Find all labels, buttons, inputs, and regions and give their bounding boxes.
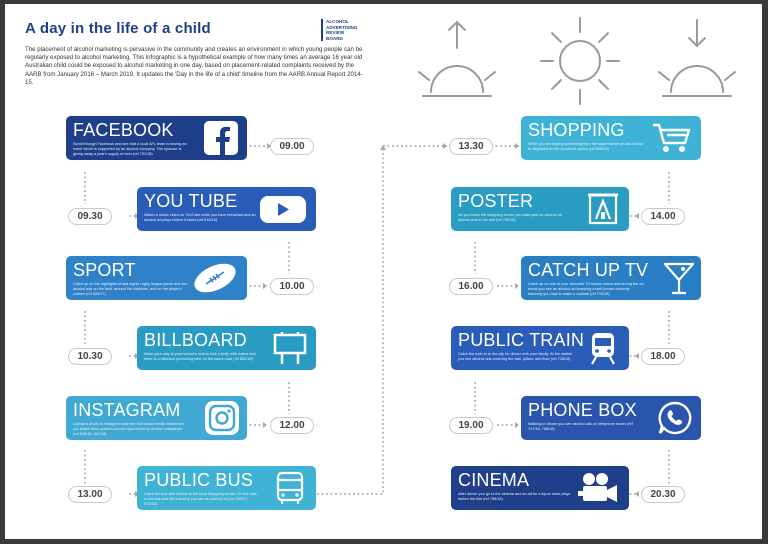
time-pill: 13.30 bbox=[449, 138, 493, 155]
film-camera-icon bbox=[577, 471, 621, 505]
poster-icon bbox=[585, 192, 621, 226]
event-description: Make your way to your school's oval to kick a footy with mates and there is a billboard promoting beer on the same road (ref 682/18) bbox=[144, 352, 256, 361]
event-description: Watch a music video on YouTube while you have breakfast and an alcohol ad plays before it starts (ref 516/18) bbox=[144, 213, 256, 222]
event-card-instagram bbox=[66, 396, 247, 440]
event-card-cinema bbox=[451, 466, 629, 510]
time-pill: 19.00 bbox=[449, 417, 493, 434]
event-description: Upload a photo to Instagram and see that social media influencers you follow have posted pictures sponsored by alcohol companies (ref 630/18, 367/18) bbox=[73, 422, 185, 436]
event-description: After dinner you go to the cinema and an ad for a liquor store plays before the film (ref 759/18) bbox=[458, 492, 571, 501]
event-description: Catch up on one of your favourite TV shows online and during the ad break you see an alcohol ad featuring a well-known celebrity teaching you how to make a cocktail (ref 715/18) bbox=[528, 282, 644, 296]
time-pill: 09.30 bbox=[68, 208, 112, 225]
event-card-phone-box bbox=[521, 396, 701, 440]
event-description: Catch up on the highlights of last nights rugby league game and see alcohol ads on the field, around the sidelines, and on the player's clothes (ref 626/17) bbox=[73, 282, 188, 296]
event-card-public-train bbox=[451, 326, 629, 370]
event-card-sport bbox=[66, 256, 247, 300]
event-card-billboard bbox=[137, 326, 316, 370]
event-card-catch-up-tv bbox=[521, 256, 701, 300]
event-card-poster bbox=[451, 187, 629, 231]
time-pill: 20.30 bbox=[641, 486, 685, 503]
time-pill: 18.00 bbox=[641, 348, 685, 365]
event-title: POSTER bbox=[458, 191, 534, 211]
time-pill: 12.00 bbox=[270, 417, 314, 434]
event-description: Catch the train in to the city for dinner with your family. At the station you see alcohol ads covering the wall, pillars, and floor (ref 728/18) bbox=[458, 352, 573, 361]
event-title: SPORT bbox=[73, 260, 136, 280]
event-card-public-bus bbox=[137, 466, 316, 510]
event-description: While you are buying something from the supermarket an alcohol ad is displayed on the checkout screen (ref 658/18) bbox=[528, 142, 643, 151]
event-title: INSTAGRAM bbox=[73, 400, 181, 420]
train-icon bbox=[585, 331, 621, 365]
event-title: PUBLIC TRAIN bbox=[458, 330, 585, 350]
event-card-facebook bbox=[66, 116, 247, 160]
event-description: Scroll through Facebook and see that a local AFL team is having an event which is supported by an alcohol company. The sponsor is giving away a year's supply of beer (ref 701/18) bbox=[73, 142, 187, 156]
event-title: YOU TUBE bbox=[144, 191, 238, 211]
time-pill: 09.00 bbox=[270, 138, 314, 155]
football-icon bbox=[191, 261, 239, 295]
event-title: PUBLIC BUS bbox=[144, 470, 254, 490]
event-title: CINEMA bbox=[458, 470, 530, 490]
page-title: A day in the life of a child bbox=[25, 20, 211, 37]
event-description: Walking to dinner you see alcohol ads on telephone boxes (ref 747/18, 768/18) bbox=[528, 422, 633, 431]
billboard-icon bbox=[272, 331, 308, 365]
shopping-cart-icon bbox=[651, 121, 693, 155]
event-title: CATCH UP TV bbox=[528, 260, 649, 280]
youtube-icon bbox=[258, 192, 308, 226]
time-pill: 10.00 bbox=[270, 278, 314, 295]
event-description: As you leave the shopping centre you walk past an alcohol ad placed next to the exit (ref 735/18) bbox=[458, 213, 562, 222]
time-pill: 10.30 bbox=[68, 348, 112, 365]
event-card-shopping bbox=[521, 116, 701, 160]
event-title: PHONE BOX bbox=[528, 400, 637, 420]
event-title: BILLBOARD bbox=[144, 330, 247, 350]
event-description: Catch the bus with friends to the local shopping centre. On the side of the bus and the bus stop you see an alcohol ad (ref 369/17, 572/18) bbox=[144, 492, 257, 506]
time-pill: 14.00 bbox=[641, 208, 685, 225]
time-pill: 13.00 bbox=[68, 486, 112, 503]
event-card-youtube bbox=[137, 187, 316, 231]
whatsapp-phone-icon bbox=[657, 401, 693, 435]
cocktail-icon bbox=[661, 261, 697, 295]
facebook-icon bbox=[203, 121, 239, 155]
bus-icon bbox=[272, 471, 308, 505]
time-pill: 16.00 bbox=[449, 278, 493, 295]
event-title: SHOPPING bbox=[528, 120, 625, 140]
event-title: FACEBOOK bbox=[73, 120, 174, 140]
instagram-icon bbox=[203, 401, 239, 435]
aarb-logo: ALCOHOL ADVERTISING REVIEW BOARD bbox=[321, 19, 378, 41]
infographic-page bbox=[5, 4, 762, 539]
intro-paragraph: The placement of alcohol marketing is pervasive in the community and creates an environment in which young people can be regularly exposed to alcohol marketing. This infographic is a hypothetical example of how many times an average 16 year old Australian child could be exposed to alcohol marketing in one day, based on placement-related complaints received by the AARB from January 2016 – March 2019. It updates the 'Day in the life of a child' timeline from the AARB Annual Report 2014-15. bbox=[25, 46, 363, 86]
